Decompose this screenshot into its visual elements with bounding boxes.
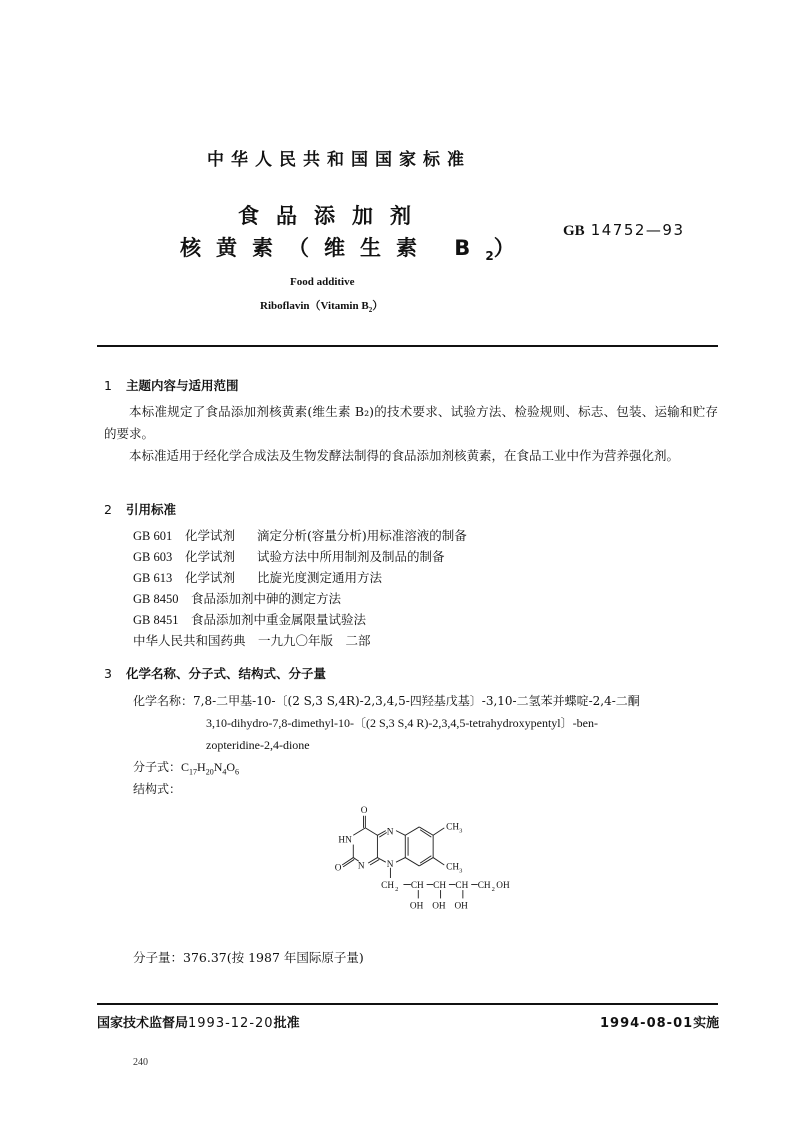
svg-text:CH: CH <box>381 881 395 892</box>
ref-title: 滴定分析(容量分析)用标准溶液的制备 <box>257 528 467 543</box>
ref-code: GB 8451 <box>133 613 179 627</box>
svg-text:CH: CH <box>477 881 491 892</box>
chemical-name-en-2: zopteridine-2,4-dione <box>206 738 310 752</box>
svg-text:CH: CH <box>446 862 460 873</box>
riboflavin-structure-diagram <box>315 800 555 930</box>
svg-text:CH: CH <box>433 881 447 892</box>
atom-o-top: O <box>360 806 368 816</box>
ref-code: GB 613 <box>133 571 173 585</box>
svg-text:HN: HN <box>338 835 352 846</box>
ref-title: 食品添加剂中重金属限量试验法 <box>191 612 367 627</box>
section-number: 3 <box>104 666 112 681</box>
molecular-formula: 分子式：$C_{17}H_{20}N_4O_6$ <box>133 760 240 777</box>
svg-text:OH: OH <box>496 881 510 892</box>
svg-text:2: 2 <box>395 886 399 893</box>
ref-title: 比旋光度测定通用方法 <box>257 570 383 585</box>
svg-text:OH: OH <box>409 901 424 912</box>
ref-category: 化学试剂 <box>185 549 236 564</box>
svg-text:3: 3 <box>459 827 463 835</box>
section-number: 2 <box>104 502 112 517</box>
chemical-name-label: 化学名称： <box>133 694 194 708</box>
top-divider <box>97 345 718 347</box>
section-1-paragraph-1: 本标准规定了食品添加剂核黄素(维生素 B₂)的技术要求、试验方法、检验规则、标志、包装、运输和贮存的要求。 <box>104 404 718 441</box>
title-line-1: 食品添加剂 <box>238 204 428 228</box>
standard-type-heading: 中华人民共和国国家标准 <box>207 150 471 170</box>
english-title-2 <box>260 297 383 314</box>
svg-text:3: 3 <box>459 867 463 875</box>
svg-text:OH: OH <box>454 901 468 912</box>
section-2-title <box>104 500 176 518</box>
english-title-2-end: ） <box>372 300 384 312</box>
structure-label: 结构式： <box>133 782 182 796</box>
svg-text:2: 2 <box>491 886 495 893</box>
svg-text:O: O <box>334 863 342 874</box>
chemical-name-cn <box>133 690 640 712</box>
section-1-paragraph-2: 本标准适用于经化学合成法及生物发酵法制得的食品添加剂核黄素，在食品工业中作为营养强化剂。 <box>129 448 680 463</box>
approve-suffix: 批准 <box>273 1016 300 1031</box>
svg-text:N: N <box>386 859 394 870</box>
ref-code: GB 601 <box>133 529 173 543</box>
chemical-name-en-1: 3,10-dihydro-7,8-dimethyl-10-〔(2 S,3 S,4 R)-2,3,4,5-tetrahydroxypentyl〕-ben- <box>206 716 598 730</box>
svg-text:N: N <box>386 827 394 838</box>
ref-title: 食品添加剂中砷的测定方法 <box>191 591 342 606</box>
effective-suffix: 实施 <box>693 1016 720 1031</box>
svg-text:CH: CH <box>410 881 424 892</box>
molecular-weight: 分子量：376.37(按 1987 年国际原子量) <box>133 950 364 965</box>
title-line-2-end: ） <box>493 236 530 260</box>
reference-item <box>133 630 371 652</box>
ref-category: 化学试剂 <box>185 528 236 543</box>
reference-item <box>133 567 382 589</box>
ref-title: 中华人民共和国药典 一九九〇年版 二部 <box>133 633 371 648</box>
page-number: 240 <box>133 1057 148 1068</box>
reference-item <box>133 609 366 631</box>
title-line-2 <box>180 232 530 263</box>
svg-text:CH: CH <box>446 822 460 833</box>
title-line-2-sub: 2 <box>485 249 494 264</box>
approval-line <box>97 1012 300 1031</box>
bottom-divider <box>97 1003 718 1005</box>
english-title-1: Food additive <box>290 276 355 288</box>
effective-line <box>600 1012 719 1031</box>
svg-text:OH: OH <box>432 901 446 912</box>
chemical-name-cn-text: 7,8-二甲基-10-〔(2 S,3 S,4R)-2,3,4,5-四羟基戊基〕-3,10-二氢苯并蝶啶-2,4-二酮 <box>193 694 640 708</box>
title-line-2-main: 核黄素（维生素 B <box>180 236 486 260</box>
section-title-text: 引用标准 <box>126 502 177 517</box>
approve-date: 1993-12-20 <box>188 1016 274 1031</box>
section-title-text: 化学名称、分子式、结构式、分子量 <box>126 666 327 681</box>
english-title-2-main: Riboflavin（Vitamin B <box>260 300 369 312</box>
formula-label: 分子式： <box>133 760 182 774</box>
gb-code <box>563 221 685 240</box>
gb-number: 14752—93 <box>590 221 685 239</box>
svg-text:CH: CH <box>455 881 469 892</box>
ref-category: 化学试剂 <box>185 570 236 585</box>
reference-item <box>133 588 341 610</box>
ref-title: 试验方法中所用制剂及制品的制备 <box>257 549 445 564</box>
gb-prefix: GB <box>563 223 585 239</box>
section-3-title <box>104 664 326 682</box>
effective-date: 1994-08-01 <box>600 1016 694 1031</box>
english-title-2-sub: 2 <box>368 306 373 315</box>
reference-item <box>133 525 467 547</box>
ref-code: GB 8450 <box>133 592 179 606</box>
section-1-title <box>104 376 239 394</box>
svg-text:N: N <box>357 861 365 872</box>
section-number: 1 <box>104 378 112 393</box>
ref-code: GB 603 <box>133 550 173 564</box>
approver: 国家技术监督局 <box>97 1016 189 1031</box>
reference-item <box>133 546 445 568</box>
section-title-text: 主题内容与适用范围 <box>126 378 239 393</box>
